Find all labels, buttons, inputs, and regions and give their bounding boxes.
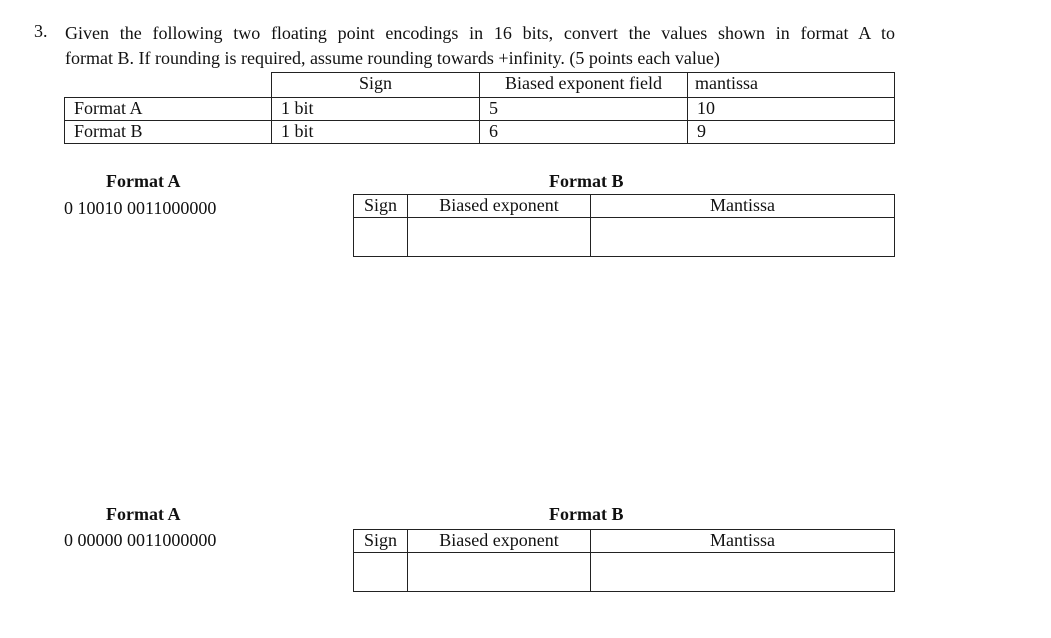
answer-header-exponent: Biased exponent [408,195,591,218]
answer-header-exponent: Biased exponent [408,530,591,553]
format-a-label: Format A [106,171,181,191]
answer-header-mantissa: Mantissa [591,530,895,553]
answer-exponent-field[interactable] [408,553,591,592]
answer-input-row [354,218,895,257]
answer-header-row [354,195,895,218]
answer-exponent-field[interactable] [408,218,591,257]
answer-table [353,529,895,592]
spec-header-exponent: Biased exponent field [480,73,688,98]
answer-mantissa-field[interactable] [591,218,895,257]
question-number: 3. [34,21,48,41]
spec-cell-sign: 1 bit [272,98,480,121]
format-a-bits: 0 00000 0011000000 [64,530,217,550]
spec-cell-exponent: 6 [480,121,688,144]
spec-cell-format-name: Format A [65,98,272,121]
spec-cell-exponent: 5 [480,98,688,121]
answer-mantissa-field[interactable] [591,553,895,592]
question-line-1: Given the following two floating point encodings in 16 bits, convert the values shown in format A to [65,23,895,43]
format-a-bits: 0 10010 0011000000 [64,198,217,218]
spec-cell-mantissa: 9 [688,121,895,144]
format-spec-table [64,72,895,144]
answer-sign-field[interactable] [354,218,408,257]
spec-cell-sign: 1 bit [272,121,480,144]
question-text [65,21,895,71]
spec-cell-mantissa: 10 [688,98,895,121]
format-b-label: Format B [549,504,624,524]
spec-row-format-a [65,98,895,121]
spec-cell-format-name: Format B [65,121,272,144]
spec-row-format-b [65,121,895,144]
answer-header-sign: Sign [354,195,408,218]
question-line-2: format B. If rounding is required, assume rounding towards +infinity. (5 points each value) [65,48,720,68]
answer-sign-field[interactable] [354,553,408,592]
answer-header-mantissa: Mantissa [591,195,895,218]
answer-input-row [354,553,895,592]
spec-header-sign: Sign [272,73,480,98]
spec-header-blank [65,73,272,98]
spec-header-mantissa: mantissa [688,73,895,98]
format-b-label: Format B [549,171,624,191]
answer-header-row [354,530,895,553]
spec-header-row [65,73,895,98]
format-a-label: Format A [106,504,181,524]
answer-header-sign: Sign [354,530,408,553]
answer-table [353,194,895,257]
